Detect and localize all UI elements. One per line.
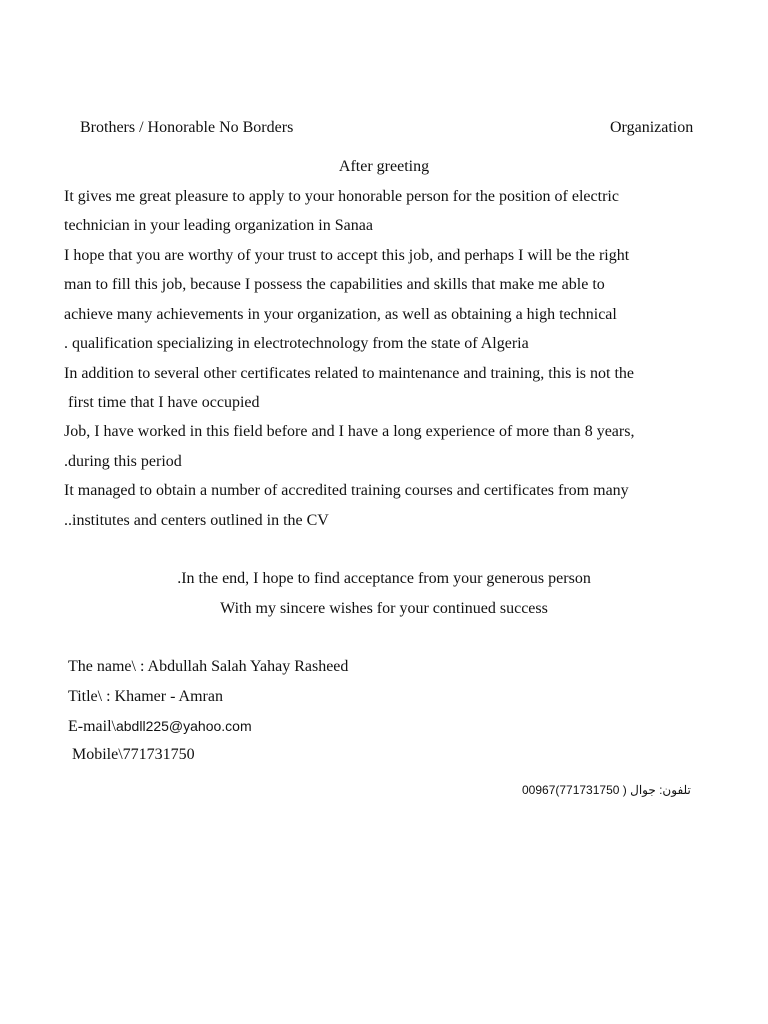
- email-row: [68, 716, 252, 737]
- body-line: .during this period: [64, 453, 182, 470]
- greeting: After greeting: [338, 158, 430, 175]
- name-value: Abdullah Salah Yahay Rasheed: [147, 658, 349, 675]
- email-label: E-mail\: [68, 718, 116, 735]
- name-row: [68, 657, 348, 677]
- name-label: The name\ :: [68, 658, 148, 675]
- body-line: technician in your leading organization in Sanaa: [64, 217, 373, 234]
- body-line: It managed to obtain a number of accredited training courses and certificates from many: [64, 482, 629, 499]
- title-label: Title\ :: [68, 688, 115, 705]
- body-line: first time that I have occupied: [64, 394, 260, 411]
- recipient-organization: Organization: [610, 119, 694, 136]
- body-line: Job, I have worked in this field before and I have a long experience of more than 8 years,: [64, 423, 635, 440]
- mobile-row: [72, 745, 195, 765]
- body-line: It gives me great pleasure to apply to your honorable person for the position of electric: [64, 188, 619, 205]
- recipient-line: Brothers / Honorable No Borders: [80, 119, 294, 136]
- body-line: . qualification specializing in electrotechnology from the state of Algeria: [64, 335, 529, 352]
- body-line: achieve many achievements in your organization, as well as obtaining a high technical: [64, 306, 617, 323]
- body-line: man to fill this job, because I possess the capabilities and skills that make me able to: [64, 276, 605, 293]
- title-value: Khamer - Amran: [114, 688, 223, 705]
- body-line: ..institutes and centers outlined in the CV: [64, 512, 329, 529]
- mobile-value: 771731750: [122, 746, 195, 763]
- closing-line: .In the end, I hope to find acceptance from your generous person: [177, 570, 591, 587]
- mobile-label: Mobile\: [72, 746, 123, 763]
- footer-phone: 00967(771731750 ) تلفون: جوال: [522, 783, 691, 797]
- email-value: abdll225@yahoo.com: [115, 718, 252, 734]
- body-line: In addition to several other certificates related to maintenance and training, this is not the: [64, 365, 635, 382]
- closing-wishes: With my sincere wishes for your continued success: [220, 600, 548, 617]
- title-row: [68, 687, 223, 707]
- body-line: I hope that you are worthy of your trust to accept this job, and perhaps I will be the right: [64, 247, 630, 264]
